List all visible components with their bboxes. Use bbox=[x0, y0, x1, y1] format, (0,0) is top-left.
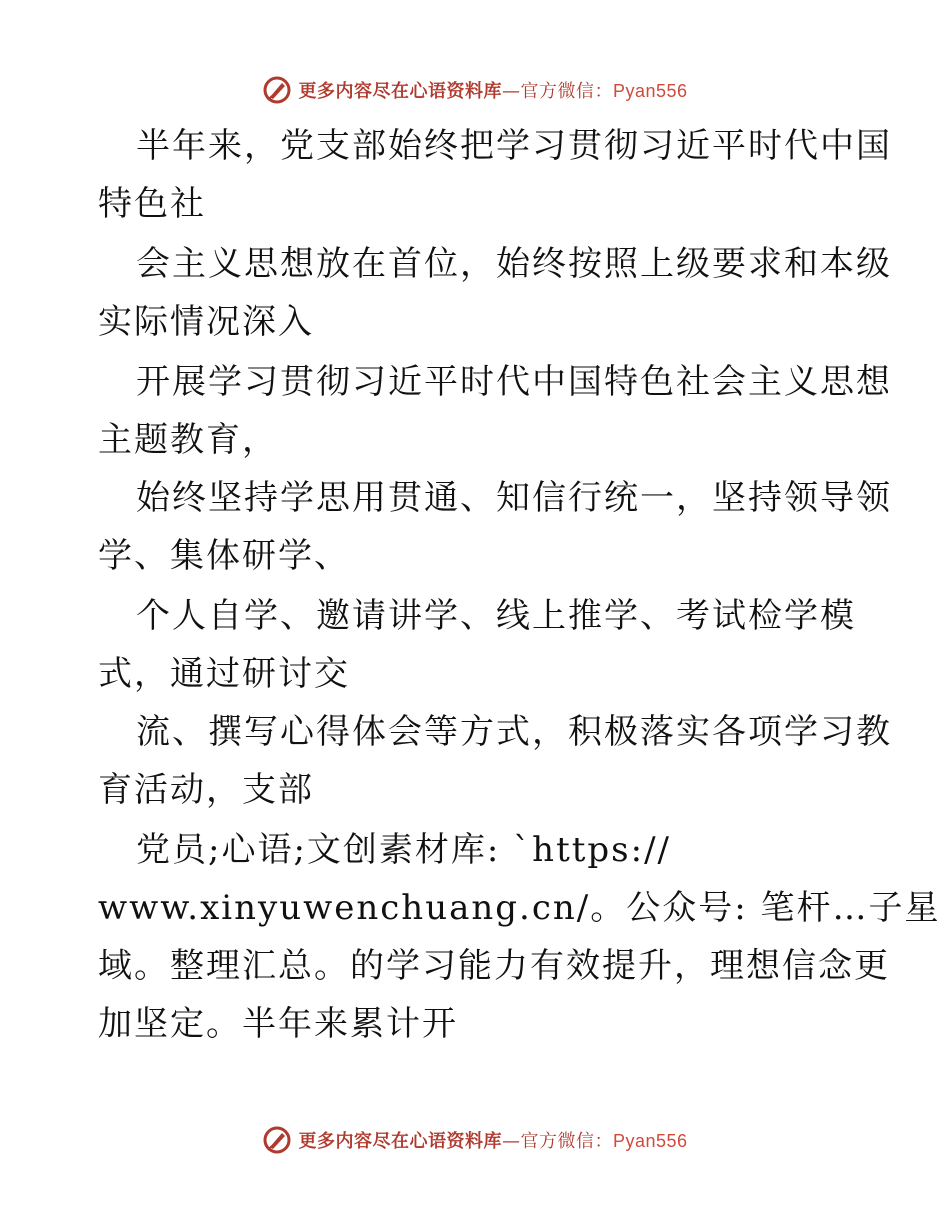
text-line: 特色社 bbox=[98, 184, 206, 224]
watermark-text bbox=[298, 1127, 687, 1153]
text-line: 式，通过研讨交 bbox=[98, 654, 350, 694]
watermark-site-name: 更多内容尽在心语资料库 bbox=[298, 1131, 502, 1152]
watermark-wechat-id: Pyan556 bbox=[612, 81, 688, 101]
text-line: www.xinyuwenchuang.cn/。公众号: 笔杆…子星 bbox=[98, 888, 941, 928]
watermark-wechat-id: Pyan556 bbox=[612, 1131, 688, 1151]
text-line: 个人自学、邀请讲学、线上推学、考试检学模 bbox=[136, 596, 856, 636]
text-line: 主题教育， bbox=[98, 420, 278, 460]
text-line: 加坚定。半年来累计开 bbox=[98, 1004, 458, 1044]
text-line: 学、集体研学、 bbox=[98, 536, 350, 576]
watermark-dash: — bbox=[501, 81, 521, 102]
text-line: 实际情况深入 bbox=[98, 302, 314, 342]
text-line: 育活动，支部 bbox=[98, 770, 314, 810]
quill-logo-icon bbox=[262, 1125, 292, 1155]
text-line: 党员;心语;文创素材库: `https:// bbox=[136, 830, 671, 870]
watermark-site-name: 更多内容尽在心语资料库 bbox=[298, 81, 502, 102]
quill-logo-icon bbox=[262, 75, 292, 105]
header-watermark bbox=[0, 70, 950, 110]
footer-watermark bbox=[0, 1120, 950, 1160]
text-line: 始终坚持学思用贯通、知信行统一，坚持领导领 bbox=[136, 478, 892, 518]
watermark-wechat-label: 官方微信： bbox=[520, 81, 613, 102]
text-line: 开展学习贯彻习近平时代中国特色社会主义思想 bbox=[136, 362, 892, 402]
text-line: 流、撰写心得体会等方式，积极落实各项学习教 bbox=[136, 712, 892, 752]
text-line: 会主义思想放在首位，始终按照上级要求和本级 bbox=[136, 244, 892, 284]
watermark-dash: — bbox=[501, 1131, 521, 1152]
text-line: 域。整理汇总。的学习能力有效提升，理想信念更 bbox=[98, 946, 890, 986]
watermark-wechat-label: 官方微信： bbox=[520, 1131, 613, 1152]
watermark-text bbox=[298, 77, 687, 103]
text-line: 半年来，党支部始终把学习贯彻习近平时代中国 bbox=[136, 126, 892, 166]
